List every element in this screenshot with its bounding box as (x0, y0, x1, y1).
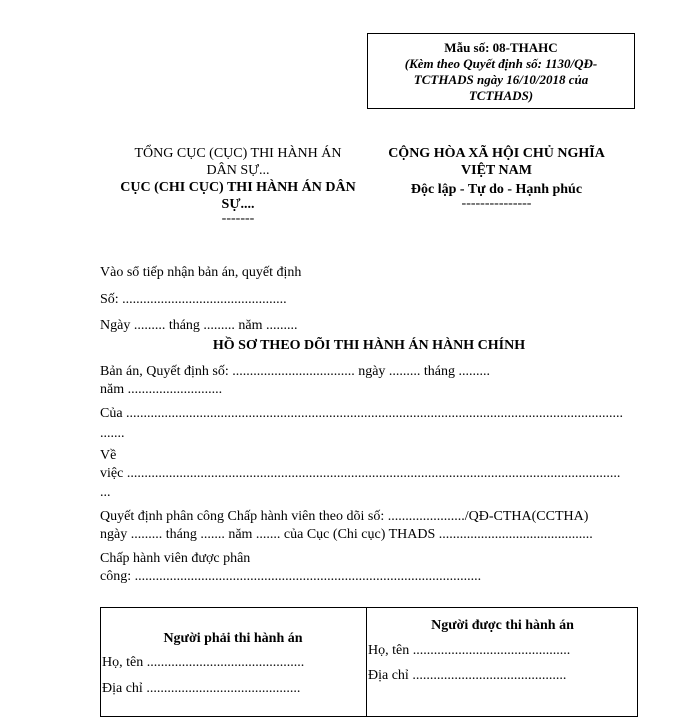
assigned-officer-label: Chấp hành viên được phân (100, 551, 251, 566)
judgment-number-field: Bản án, Quyết định số: ................................... ngày ......... tháng ......... (100, 364, 491, 379)
form-reference-line: TCTHADS) (468, 88, 534, 103)
matter-field-cont: ... (100, 485, 111, 500)
agency-line: DÂN SỰ... (206, 163, 270, 178)
matter-label: Về (100, 448, 117, 463)
issuer-field-cont: ....... (100, 426, 125, 441)
agency-divider: ------- (221, 211, 255, 226)
intake-label: Vào sổ tiếp nhận bản án, quyết định (100, 265, 302, 280)
judgment-year-field: năm ........................... (100, 382, 223, 397)
agency-header (108, 145, 368, 225)
assigned-officer-field: công: ................................................................................................... (100, 569, 482, 584)
form-reference-line: TCTHADS ngày 16/10/2018 của (413, 72, 589, 87)
obligee-title: Người được thi hành án (431, 618, 574, 633)
agency-line: SỰ.... (221, 197, 255, 212)
form-reference (368, 56, 634, 104)
intake-date: Ngày ......... tháng ......... năm ......... (100, 318, 298, 333)
intake-number: Số: ............................................... (100, 292, 287, 307)
national-header (374, 145, 619, 210)
obligor-address-field: Địa chỉ ............................................ (102, 681, 301, 696)
matter-field: việc ............................................................................................................................................. (100, 466, 621, 481)
national-motto: Độc lập - Tự do - Hạnh phúc (410, 182, 583, 197)
document-title: HỒ SƠ THEO DÕI THI HÀNH ÁN HÀNH CHÍNH (212, 338, 526, 353)
assignment-decision-field: Quyết định phân công Chấp hành viên theo dõi số: ....................../QĐ-CTHA(CCTHA) (100, 509, 589, 524)
obligee-address-field: Địa chỉ ............................................ (368, 668, 567, 683)
agency-line: TỔNG CỤC (CỤC) THI HÀNH ÁN (134, 146, 342, 161)
form-code: Mẫu số: 08-THAHC (444, 40, 558, 55)
obligor-name-field: Họ, tên ............................................. (102, 655, 305, 670)
issuer-field: Của .............................................................................................................................................. (100, 406, 624, 421)
agency-line: CỤC (CHI CỤC) THI HÀNH ÁN DÂN (120, 180, 356, 195)
national-divider: --------------- (461, 196, 532, 211)
national-line: CỘNG HÒA XÃ HỘI CHỦ NGHĨA (388, 146, 605, 161)
national-line: VIỆT NAM (461, 163, 532, 178)
assignment-date-field: ngày ......... tháng ....... năm ....... của Cục (Chi cục) THADS ............................................ (100, 527, 593, 542)
form-reference-line: (Kèm theo Quyết định số: 1130/QĐ- (404, 56, 598, 71)
obligee-name-field: Họ, tên ............................................. (368, 643, 571, 658)
form-code-box (367, 33, 635, 109)
obligor-title: Người phải thi hành án (163, 631, 303, 646)
